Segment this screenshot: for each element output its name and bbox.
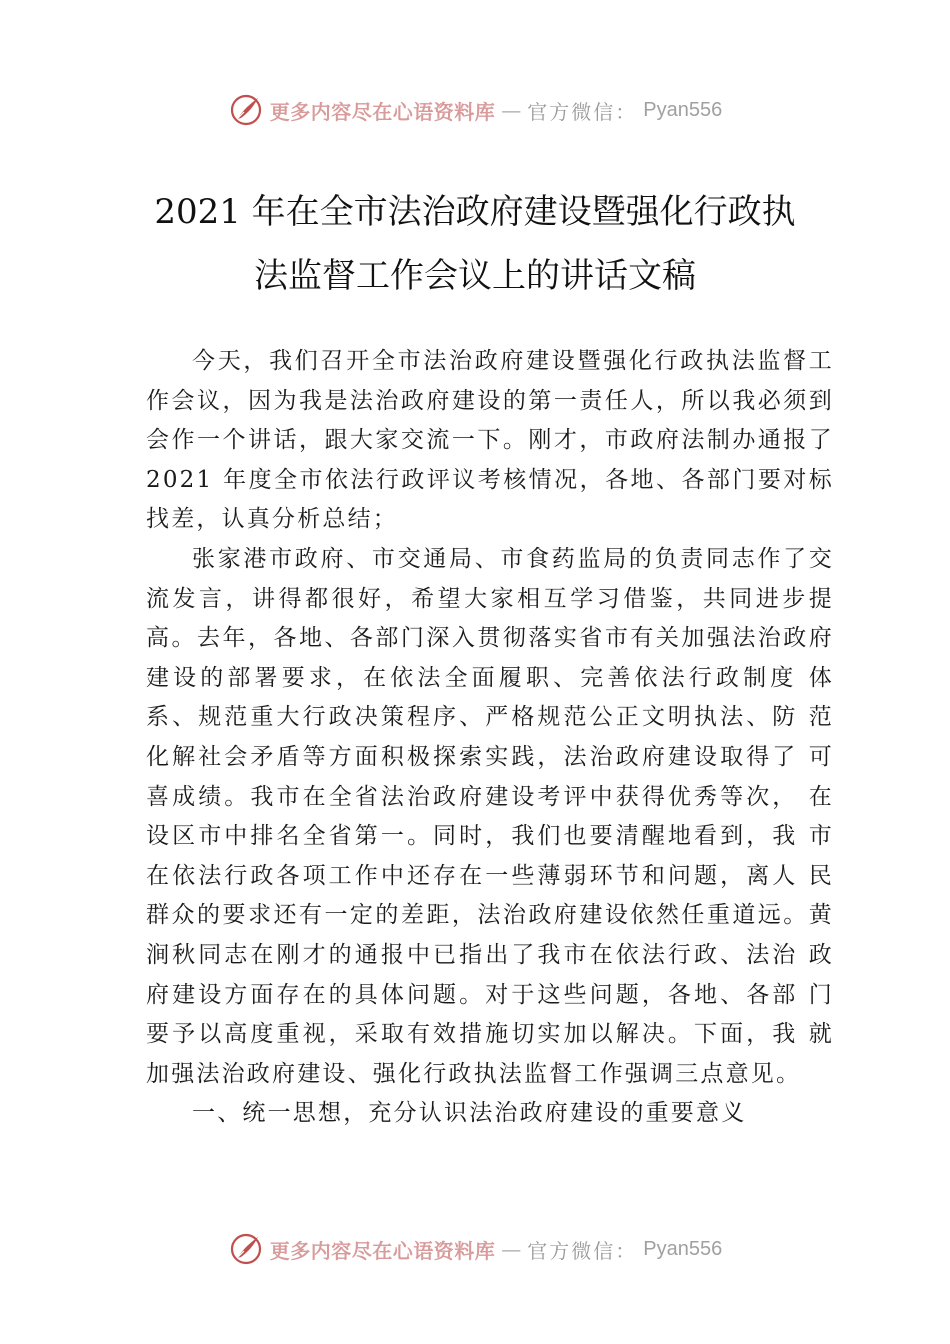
quill-logo-icon [228, 92, 264, 128]
paragraph-2: 张家港市政府、市交通局、市食药监局的负责同志作了交流发言，讲得都很好，希望大家相互学习借鉴，共同进步提高。去年，各地、各部门深入贯彻落实省市有关加强法治政府建设的部署要求，在依法全面履职、完善依法行政制度 体系、规范重大行政决策程序、严格规范公正文明执法、防 范化解社会矛盾等方面积极探索实践，法治政府建设取得了 可喜成绩。我市在全省法治政府建设考评中获得优秀等次， 在设区市中排名全省第一。同时，我们也要清醒地看到，我 市在依法行政各项工作中还存在一些薄弱环节和问题，离人 民群众的要求还有一定的差距，法治政府建设依然任重道远。黄涧秋同志在刚才的通报中已指出了我市在依法行政、法治 政府建设方面存在的具体问题。对于这些问题，各地、各部 门要予以高度重视，采取有效措施切实加以解决。下面，我 就加强法治政府建设、强化行政执法监督工作强调三点意见。 [146, 545, 834, 1087]
document-title [100, 180, 850, 308]
watermark-separator: — [501, 98, 522, 122]
watermark-separator: — [501, 1237, 522, 1261]
watermark-label: 官方微信： [527, 99, 638, 124]
watermark-label: 官方微信： [527, 1238, 638, 1263]
quill-logo-icon [228, 1231, 264, 1267]
title-line-2: 法监督工作会议上的讲话文稿 [254, 256, 696, 296]
document-body [146, 342, 834, 1134]
section-heading-1: 一、统一思想，充分认识法治政府建设的重要意义 [192, 1100, 747, 1127]
watermark-account: Pyan556 [643, 1237, 723, 1260]
paragraph-1: 今天，我们召开全市法治政府建设暨强化行政执法监督工作会议，因为我是法治政府建设的第一责任人，所以我必须到会作一个讲话，跟大家交流一下。刚才，市政府法制办通报了 2021 年度全市依法行政评议考核情况，各地、各部门要对标找差，认真分析总结； [146, 348, 834, 533]
watermark-brand: 更多内容尽在心语资料库 [269, 99, 496, 124]
watermark-account: Pyan556 [643, 98, 723, 121]
watermark-footer [0, 1231, 950, 1267]
watermark-brand: 更多内容尽在心语资料库 [269, 1238, 496, 1263]
title-line-1: 2021 年在全市法治政府建设暨强化行政执 [154, 192, 796, 232]
watermark-header [0, 92, 950, 128]
